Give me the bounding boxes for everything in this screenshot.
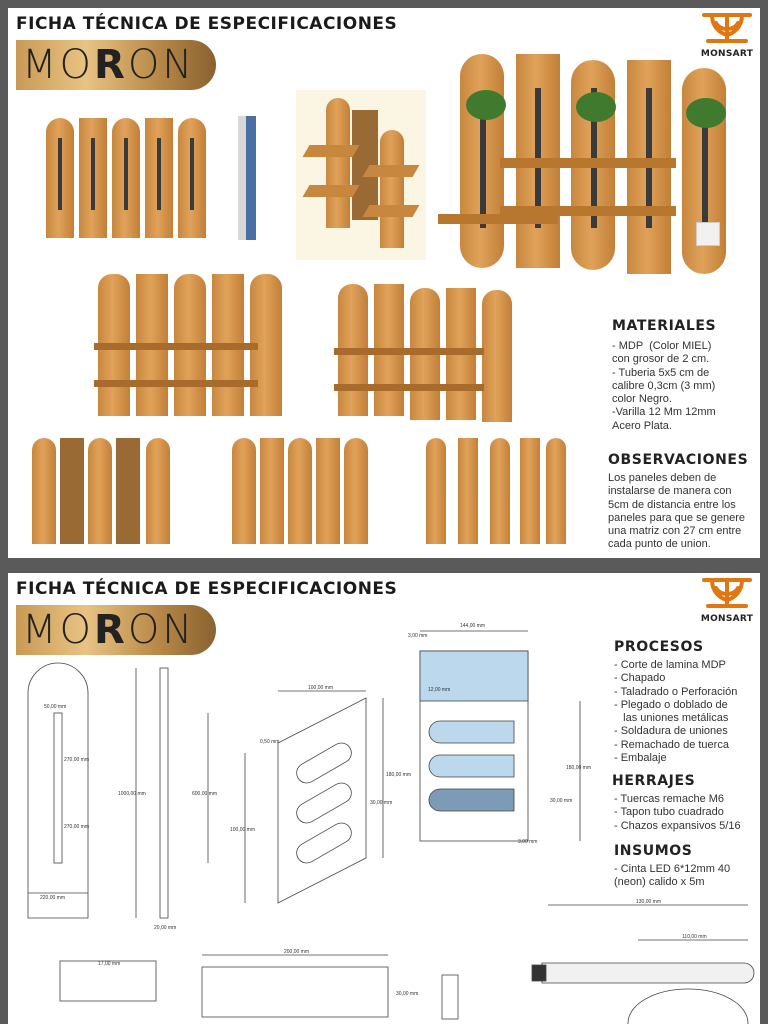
procesos-text: - Corte de lamina MDP - Chapado - Taladrado o Perforación - Plegado o doblado de las uniones metálicas - Soldadura de uniones - Remachado de tuerca - Embalaje <box>614 659 738 765</box>
svg-text:30,00 mm: 30,00 mm <box>396 991 419 997</box>
insumos-text: - Cinta LED 6*12mm 40 (neon) calido x 5m <box>614 863 731 889</box>
logo-mark-icon <box>698 11 756 45</box>
spec-sheet-1 <box>8 8 760 558</box>
observaciones-title: OBSERVACIONES <box>608 452 749 468</box>
svg-text:30,00 mm: 30,00 mm <box>550 798 573 804</box>
svg-text:180,00 mm: 180,00 mm <box>566 765 592 771</box>
brand-banner <box>16 40 216 90</box>
svg-text:270,00 mm: 270,00 mm <box>64 824 90 830</box>
svg-text:100,00 mm: 100,00 mm <box>230 827 256 833</box>
monsart-logo: MONSART <box>698 576 756 624</box>
herrajes-title: HERRAJES <box>612 773 696 789</box>
svg-text:3,00 mm: 3,00 mm <box>408 633 428 639</box>
svg-text:50,00 mm: 50,00 mm <box>44 704 67 710</box>
svg-text:130,00 mm: 130,00 mm <box>636 899 662 905</box>
brand-title: MORON <box>22 42 196 88</box>
exploded-view <box>296 90 426 260</box>
svg-text:100,00 mm: 100,00 mm <box>308 685 334 691</box>
svg-text:1000,00 mm: 1000,00 mm <box>118 791 146 797</box>
insumos-title: INSUMOS <box>614 843 693 859</box>
svg-text:110,00 mm: 110,00 mm <box>682 934 707 940</box>
spec-sheet-2 <box>8 573 760 1024</box>
svg-text:270,00 mm: 270,00 mm <box>64 757 90 763</box>
svg-text:220,00 mm: 220,00 mm <box>40 895 66 901</box>
svg-text:3,00 mm: 3,00 mm <box>518 839 538 845</box>
materiales-text: - MDP (Color MIEL) con grosor de 2 cm. - Tuberia 5x5 cm de calibre 0,3cm (3 mm) color Negro. -Varilla 12 Mm 12mm Acero Plata. <box>612 340 716 432</box>
svg-text:30,00 mm: 30,00 mm <box>370 800 393 806</box>
svg-text:20,00 mm: 20,00 mm <box>154 925 177 931</box>
panel-side-drawing <box>160 668 168 918</box>
procesos-title: PROCESOS <box>614 639 704 655</box>
sheet-header: FICHA TÉCNICA DE ESPECIFICACIONES <box>16 14 398 34</box>
brand-title: MORON <box>22 607 196 653</box>
svg-text:180,00 mm: 180,00 mm <box>386 772 412 778</box>
sheet-header: FICHA TÉCNICA DE ESPECIFICACIONES <box>16 579 398 599</box>
monsart-logo: MONSART <box>698 11 756 59</box>
herrajes-text: - Tuercas remache M6 - Tapon tubo cuadrado - Chazos expansivos 5/16 <box>614 793 741 832</box>
observaciones-text: Los paneles deben de instalarse de manera con 5cm de distancia entre los paneles para que se genere una matriz con 27 cm entre cada punto de union. <box>608 472 745 551</box>
svg-text:12,00 mm: 12,00 mm <box>428 687 451 693</box>
svg-text:144,00 mm: 144,00 mm <box>460 623 486 629</box>
svg-text:200,00 mm: 200,00 mm <box>284 949 310 955</box>
shelf-iso-drawing <box>278 698 366 903</box>
materiales-title: MATERIALES <box>612 318 717 334</box>
svg-text:0,50 mm: 0,50 mm <box>260 739 280 745</box>
svg-text:600,00 mm: 600,00 mm <box>192 791 218 797</box>
svg-text:17,00 mm: 17,00 mm <box>98 961 121 967</box>
